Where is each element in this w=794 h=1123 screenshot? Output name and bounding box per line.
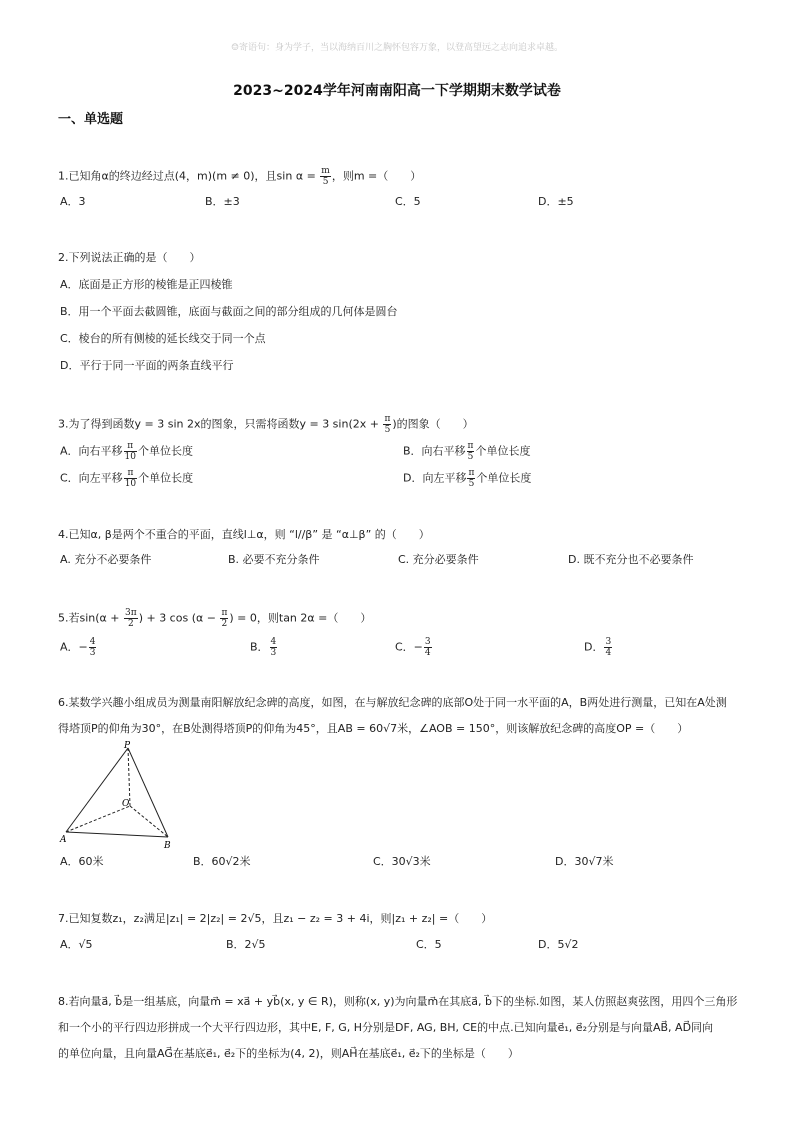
q5-option-b[interactable] (250, 637, 278, 658)
label-a: A (60, 835, 67, 845)
label-o: O (122, 799, 130, 809)
frac-numerator: m (321, 166, 330, 176)
q5-stem-part: (α + (95, 611, 120, 625)
q7-stem: 7.已知复数z₁，z₂满足|z₁| = 2|z₂| = 2√5，且z₁ − z₂ = 3 + 4i，则|z₁ + z₂| =（ ） (58, 912, 493, 925)
q6-option-a[interactable]: A．60米 (60, 855, 104, 868)
q3-option-c[interactable] (60, 468, 193, 489)
option-text: C．− (395, 640, 423, 654)
frac-denominator: 3 (270, 648, 277, 658)
q5-option-d[interactable] (584, 637, 613, 658)
frac-denominator: 2 (221, 619, 228, 629)
q5-stem-part: 5.若sin (58, 611, 96, 625)
option-fraction (604, 637, 612, 658)
q6-option-b[interactable]: B．60√2米 (193, 855, 251, 868)
option-text: 个单位长度 (137, 444, 193, 458)
frac-denominator: 5 (384, 425, 391, 435)
frac-numerator: π (124, 441, 137, 452)
q7-option-c[interactable]: C．5 (416, 938, 442, 951)
option-text: D． (584, 640, 604, 654)
q6-option-c[interactable]: C．30√3米 (373, 855, 431, 868)
frac-denominator: 4 (424, 648, 431, 658)
q1-stem (58, 166, 421, 187)
frac-numerator: π (221, 608, 228, 618)
label-b: B (164, 841, 171, 850)
q4-option-c[interactable]: C. 充分必要条件 (398, 553, 479, 566)
q5-stem-part: ) = 0，则tan 2α =（ ） (229, 611, 372, 625)
pyramid-figure (58, 740, 188, 850)
frac-denominator: 5 (468, 479, 475, 489)
edge-ob (130, 806, 168, 837)
q1-stem-part: ，则m =（ ） (331, 169, 422, 183)
frac-denominator: 10 (124, 452, 136, 462)
q3-option-d[interactable] (403, 468, 531, 489)
frac-denominator: 5 (467, 452, 474, 462)
option-fraction (89, 637, 97, 658)
option-text: 个单位长度 (138, 471, 194, 485)
q3-option-a[interactable] (60, 441, 193, 462)
frac-numerator: π (124, 468, 137, 479)
edge-ab (66, 832, 168, 837)
frac-denominator: 5 (322, 177, 329, 187)
q2-option-c[interactable]: C．棱台的所有侧棱的延长线交于同一个点 (60, 332, 266, 345)
option-text: 个单位长度 (475, 444, 531, 458)
frac-denominator: 10 (124, 479, 137, 489)
option-text: 个单位长度 (476, 471, 532, 485)
q4-stem: 4.已知α, β是两个不重合的平面，直线l⊥α，则 “l//β” 是 “α⊥β” 的（ ） (58, 528, 430, 541)
q3-option-b[interactable] (403, 441, 530, 462)
q4-option-d[interactable]: D. 既不充分也不必要条件 (568, 553, 694, 566)
option-fraction (124, 441, 137, 462)
q1-option-b[interactable]: B．±3 (205, 195, 240, 208)
option-text: A．向右平移 (60, 444, 123, 458)
q1-option-d[interactable]: D．±5 (538, 195, 574, 208)
section-heading: 一、单选题 (58, 112, 124, 127)
frac-denominator: 4 (605, 648, 612, 658)
q5-stem (58, 608, 371, 629)
q4-option-a[interactable]: A. 充分不必要条件 (60, 553, 152, 566)
frac-numerator: 3 (605, 637, 612, 647)
frac-numerator: 3 (424, 637, 431, 647)
q1-option-c[interactable]: C．5 (395, 195, 421, 208)
q8-stem-line-2: 和一个小的平行四边形拼成一个大平行四边形，其中E, F, G, H分别是DF, AG, BH, CE的中点.已知向量e⃗₁, e⃗₂分别是与向量AB⃗, AD⃗同向 (58, 1021, 714, 1034)
q1-option-a[interactable]: A．3 (60, 195, 86, 208)
q1-fraction (320, 166, 331, 187)
option-text: D．向左平移 (403, 471, 467, 485)
frac-denominator: 2 (127, 619, 134, 629)
q5-option-a[interactable] (60, 637, 97, 658)
q5-fraction-1 (124, 608, 138, 629)
option-fraction (270, 637, 278, 658)
q2-option-b[interactable]: B．用一个平面去截圆锥，底面与截面之间的部分组成的几何体是圆台 (60, 305, 398, 318)
q2-option-d[interactable]: D．平行于同一平面的两条直线平行 (60, 359, 234, 372)
edge-pa (66, 748, 128, 832)
edge-pb (128, 748, 168, 837)
q7-option-a[interactable]: A．√5 (60, 938, 93, 951)
option-text: C．向左平移 (60, 471, 123, 485)
q5-stem-part: ) + 3 cos (α − (138, 611, 216, 625)
frac-numerator: π (384, 414, 391, 424)
header-motto: ☺寄语句：身为学子，当以海纳百川之胸怀包容万象，以登高望远之志向追求卓越。 (230, 43, 564, 53)
option-text: B．向右平移 (403, 444, 466, 458)
option-fraction (467, 441, 475, 462)
q7-option-b[interactable]: B．2√5 (226, 938, 266, 951)
frac-denominator: 3 (89, 648, 96, 658)
page-title: 2023~2024学年河南南阳高一下学期期末数学试卷 (233, 83, 561, 99)
option-fraction (124, 468, 137, 489)
option-fraction (424, 637, 432, 658)
q8-stem-line-3: 的单位向量，且向量AG⃗在基底e⃗₁, e⃗₂下的坐标为(4, 2)，则AH⃗在基底e⃗₁, e⃗₂下的坐标是（ ） (58, 1047, 519, 1060)
q1-stem-part: m)(m ≠ 0)，且sin α = (197, 169, 316, 183)
q2-stem: 2.下列说法正确的是（ ） (58, 251, 201, 264)
q3-stem (58, 414, 474, 435)
frac-numerator: 4 (270, 637, 277, 647)
q8-stem-line-1: 8.若向量a⃗, b⃗是一组基底，向量m⃗ = xa⃗ + yb⃗(x, y ∈ R)，则称(x, y)为向量m⃗在其底a⃗, b⃗下的坐标.如图，某人仿照赵爽弦图，用四个三角形 (58, 995, 738, 1008)
frac-numerator: 3π (125, 608, 137, 618)
q3-stem-part: )的图象（ ） (392, 417, 474, 431)
q3-stem-part: (2x + (348, 417, 379, 431)
q4-option-b[interactable]: B. 必要不充分条件 (228, 553, 320, 566)
q3-stem-part: 3.为了得到函数y = 3 sin 2x的图象，只需将函数y = 3 sin (58, 417, 349, 431)
edge-po (128, 748, 130, 806)
q3-fraction (383, 414, 391, 435)
frac-numerator: 4 (89, 637, 96, 647)
frac-numerator: π (467, 441, 474, 451)
label-p: P (124, 741, 131, 751)
q6-stem-line-1: 6.某数学兴趣小组成员为测量南阳解放纪念碑的高度，如图，在与解放纪念碑的底部O处于同一水平面的A，B两处进行测量，已知在A处测 (58, 696, 727, 709)
option-text: A．− (60, 640, 88, 654)
q7-option-d[interactable]: D．5√2 (538, 938, 579, 951)
option-fraction (467, 468, 475, 489)
q2-option-a[interactable]: A．底面是正方形的棱锥是正四棱锥 (60, 278, 233, 291)
frac-numerator: π (468, 468, 475, 478)
q5-fraction-2 (220, 608, 228, 629)
q6-option-d[interactable]: D．30√7米 (555, 855, 614, 868)
q6-stem-line-2: 得塔顶P的仰角为30°，在B处测得塔顶P的仰角为45°，且AB = 60√7米，∠AOB = 150°，则该解放纪念碑的高度OP =（ ） (58, 722, 689, 735)
q1-stem-part: 1.已知角α的终边经过点(4， (58, 169, 198, 183)
option-text: B． (250, 640, 269, 654)
q5-option-c[interactable] (395, 637, 433, 658)
